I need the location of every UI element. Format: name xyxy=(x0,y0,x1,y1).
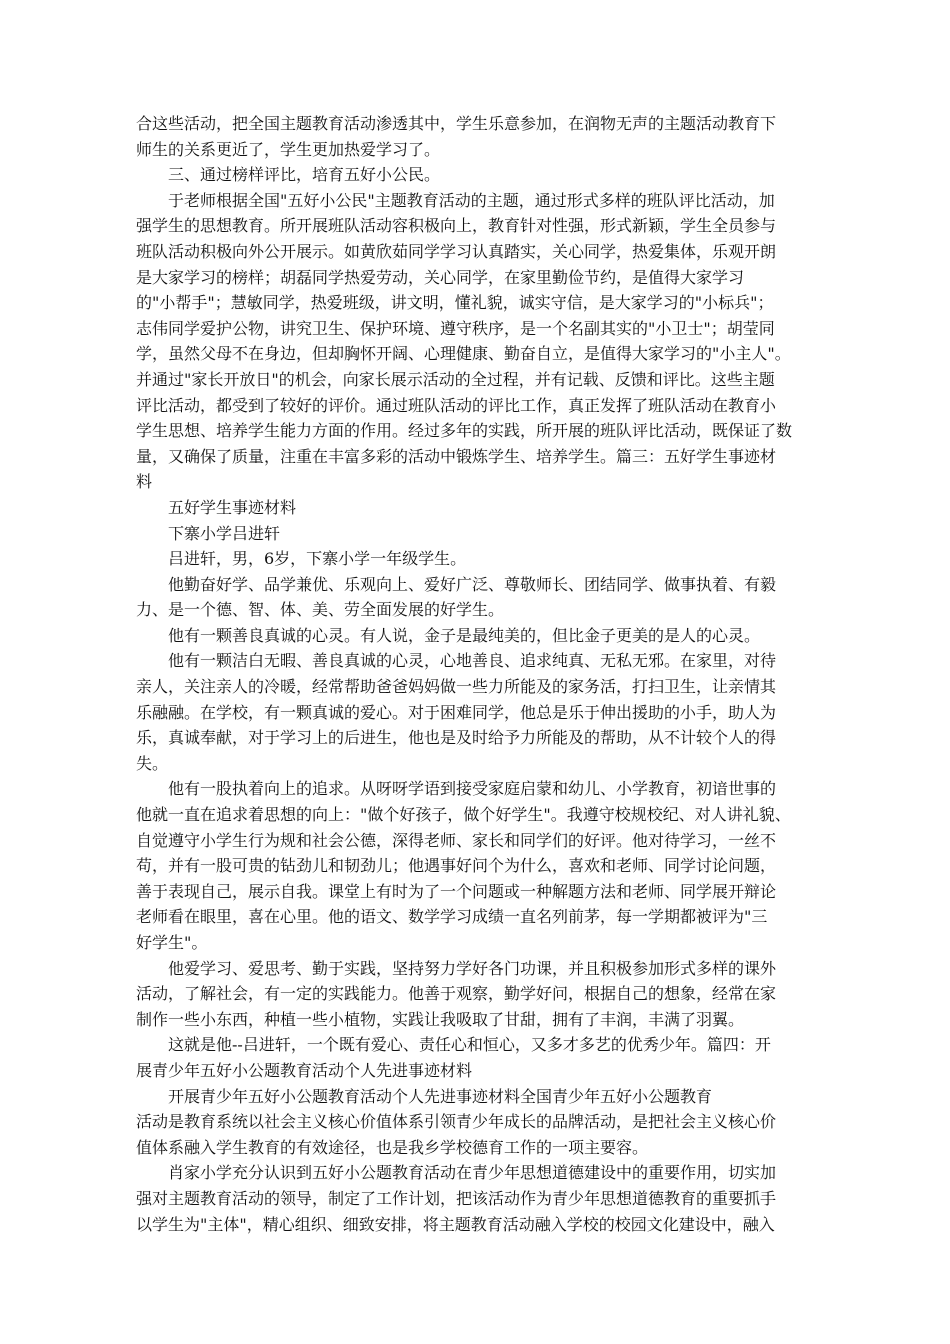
text-line: 志伟同学爱护公物，讲究卫生、保护环境、遵守秩序，是一个名副其实的"小卫士"；胡莹同 xyxy=(136,318,775,338)
text-line: 展青少年五好小公题教育活动个人先进事迹材料 xyxy=(136,1060,473,1080)
text-line: 强对主题教育活动的领导，制定了工作计划，把该活动作为青少年思想道德教育的重要抓手 xyxy=(136,1188,777,1208)
text-line: 亲人，关注亲人的冷暖，经常帮助爸爸妈妈做一些力所能及的家务活，打扫卫生，让亲情其 xyxy=(136,677,777,697)
text-line: 于老师根据全国"五好小公民"主题教育活动的主题，通过形式多样的班队评比活动，加 xyxy=(168,190,775,210)
text-line: 下寨小学吕进轩 xyxy=(168,523,281,543)
text-line: 并通过"家长开放日"的机会，向家长展示活动的全过程，并有记载、反馈和评比。这些主题 xyxy=(136,369,775,389)
text-line: 他有一颗洁白无暇、善良真诚的心灵，心地善良、追求纯真、无私无邪。在家里，对待 xyxy=(168,651,777,671)
text-line: 他有一股执着向上的追求。从呀呀学语到接受家庭启蒙和幼儿、小学教育，初谙世事的 xyxy=(168,779,777,799)
text-line: 开展青少年五好小公题教育活动个人先进事迹材料全国青少年五好小公题教育 xyxy=(168,1086,713,1106)
text-line: 值体系融入学生教育的有效途径，也是我乡学校德育工作的一项主要容。 xyxy=(136,1137,649,1157)
text-line: 好学生"。 xyxy=(136,933,208,952)
text-line: 他就一直在追求着思想的向上："做个好孩子，做个好学生"。我遵守校规校纪、对人讲礼貌、 xyxy=(136,805,791,825)
text-line: 班队活动积极向外公开展示。如黄欣茹同学学习认真踏实，关心同学，热爱集体，乐观开朗 xyxy=(136,241,777,261)
text-line: 师生的关系更近了，学生更加热爱学习了。 xyxy=(136,139,441,159)
text-line: 苟，并有一股可贵的钻劲儿和韧劲儿；他遇事好问个为什么，喜欢和老师、同学讨论问题， xyxy=(136,856,777,876)
text-line: 这就是他--吕进轩，一个既有爱心、责任心和恒心，又多才多艺的优秀少年。篇四：开 xyxy=(168,1035,771,1055)
text-line: 是大家学习的榜样；胡磊同学热爱劳动，关心同学，在家里勤俭节约，是值得大家学习 xyxy=(136,267,745,287)
text-line: 自觉遵守小学生行为规和社会公德，深得老师、家长和同学们的好评。他对待学习，一丝不 xyxy=(136,830,777,850)
text-line: 他爱学习、爱思考、勤于实践，坚持努力学好各门功课，并且积极参加形式多样的课外 xyxy=(168,958,777,978)
text-line: 乐融融。在学校，有一颗真诚的爱心。对于困难同学，他总是乐于伸出援助的小手，助人为 xyxy=(136,702,777,722)
text-line: 吕进轩，男，6岁，下寨小学一年级学生。 xyxy=(168,549,467,569)
text-line: 活动，了解社会，有一定的实践能力。他善于观察，勤学好问，根据自己的想象，经常在家 xyxy=(136,984,777,1004)
text-line: 肖家小学充分认识到五好小公题教育活动在青少年思想道德建设中的重要作用，切实加 xyxy=(168,1163,777,1183)
text-line: 力、是一个德、智、体、美、劳全面发展的好学生。 xyxy=(136,600,505,620)
text-line: 失。 xyxy=(136,753,169,773)
text-line: 料 xyxy=(136,472,153,492)
text-line: 制作一些小东西，种植一些小植物，实践让我吸取了甘甜，拥有了丰润，丰满了羽翼。 xyxy=(136,1009,745,1029)
text-line: 学生思想、培养学生能力方面的作用。经过多年的实践，所开展的班队评比活动，既保证了数 xyxy=(136,421,793,441)
text-line: 老师看在眼里，喜在心里。他的语文、数学学习成绩一直名列前茅，每一学期都被评为"三 xyxy=(136,907,768,927)
text-line: 乐，真诚奉献，对于学习上的后进生，他也是及时给予力所能及的帮助，从不计较个人的得 xyxy=(136,728,777,748)
text-line: 的"小帮手"；慧敏同学，热爱班级，讲文明，懂礼貌，诚实守信，是大家学习的"小标兵"； xyxy=(136,293,774,313)
text-line: 以学生为"主体"，精心组织、细致安排，将主题教育活动融入学校的校园文化建设中，融入 xyxy=(136,1214,775,1234)
text-line: 善于表现自己，展示自我。课堂上有时为了一个问题或一种解题方法和老师、同学展开辩论 xyxy=(136,881,777,901)
text-line: 五好学生事迹材料 xyxy=(168,497,297,517)
text-line: 他勤奋好学、品学兼优、乐观向上、爱好广泛、尊敬师长、团结同学、做事执着、有毅 xyxy=(168,574,777,594)
text-line: 三、通过榜样评比，培育五好小公民。 xyxy=(168,165,441,185)
text-line: 他有一颗善良真诚的心灵。有人说，金子是最纯美的，但比金子更美的是人的心灵。 xyxy=(168,625,761,645)
text-line: 量，又确保了质量，注重在丰富多彩的活动中锻炼学生、培养学生。篇三：五好学生事迹材 xyxy=(136,446,777,466)
text-line: 合这些活动，把全国主题教育活动渗透其中，学生乐意参加，在润物无声的主题活动教育下 xyxy=(136,114,777,133)
text-line: 学，虽然父母不在身边，但却胸怀开阔、心理健康、勤奋自立，是值得大家学习的"小主人"。 xyxy=(136,344,791,364)
document-page xyxy=(136,111,836,1237)
text-line: 评比活动，都受到了较好的评价。通过班队活动的评比工作，真正发挥了班队活动在教育小 xyxy=(136,395,777,415)
text-line: 活动是教育系统以社会主义核心价值体系引领青少年成长的品牌活动，是把社会主义核心价 xyxy=(136,1112,777,1132)
text-line: 强学生的思想教育。所开展班队活动容积极向上，教育针对性强，形式新颖，学生全员参与 xyxy=(136,216,777,236)
